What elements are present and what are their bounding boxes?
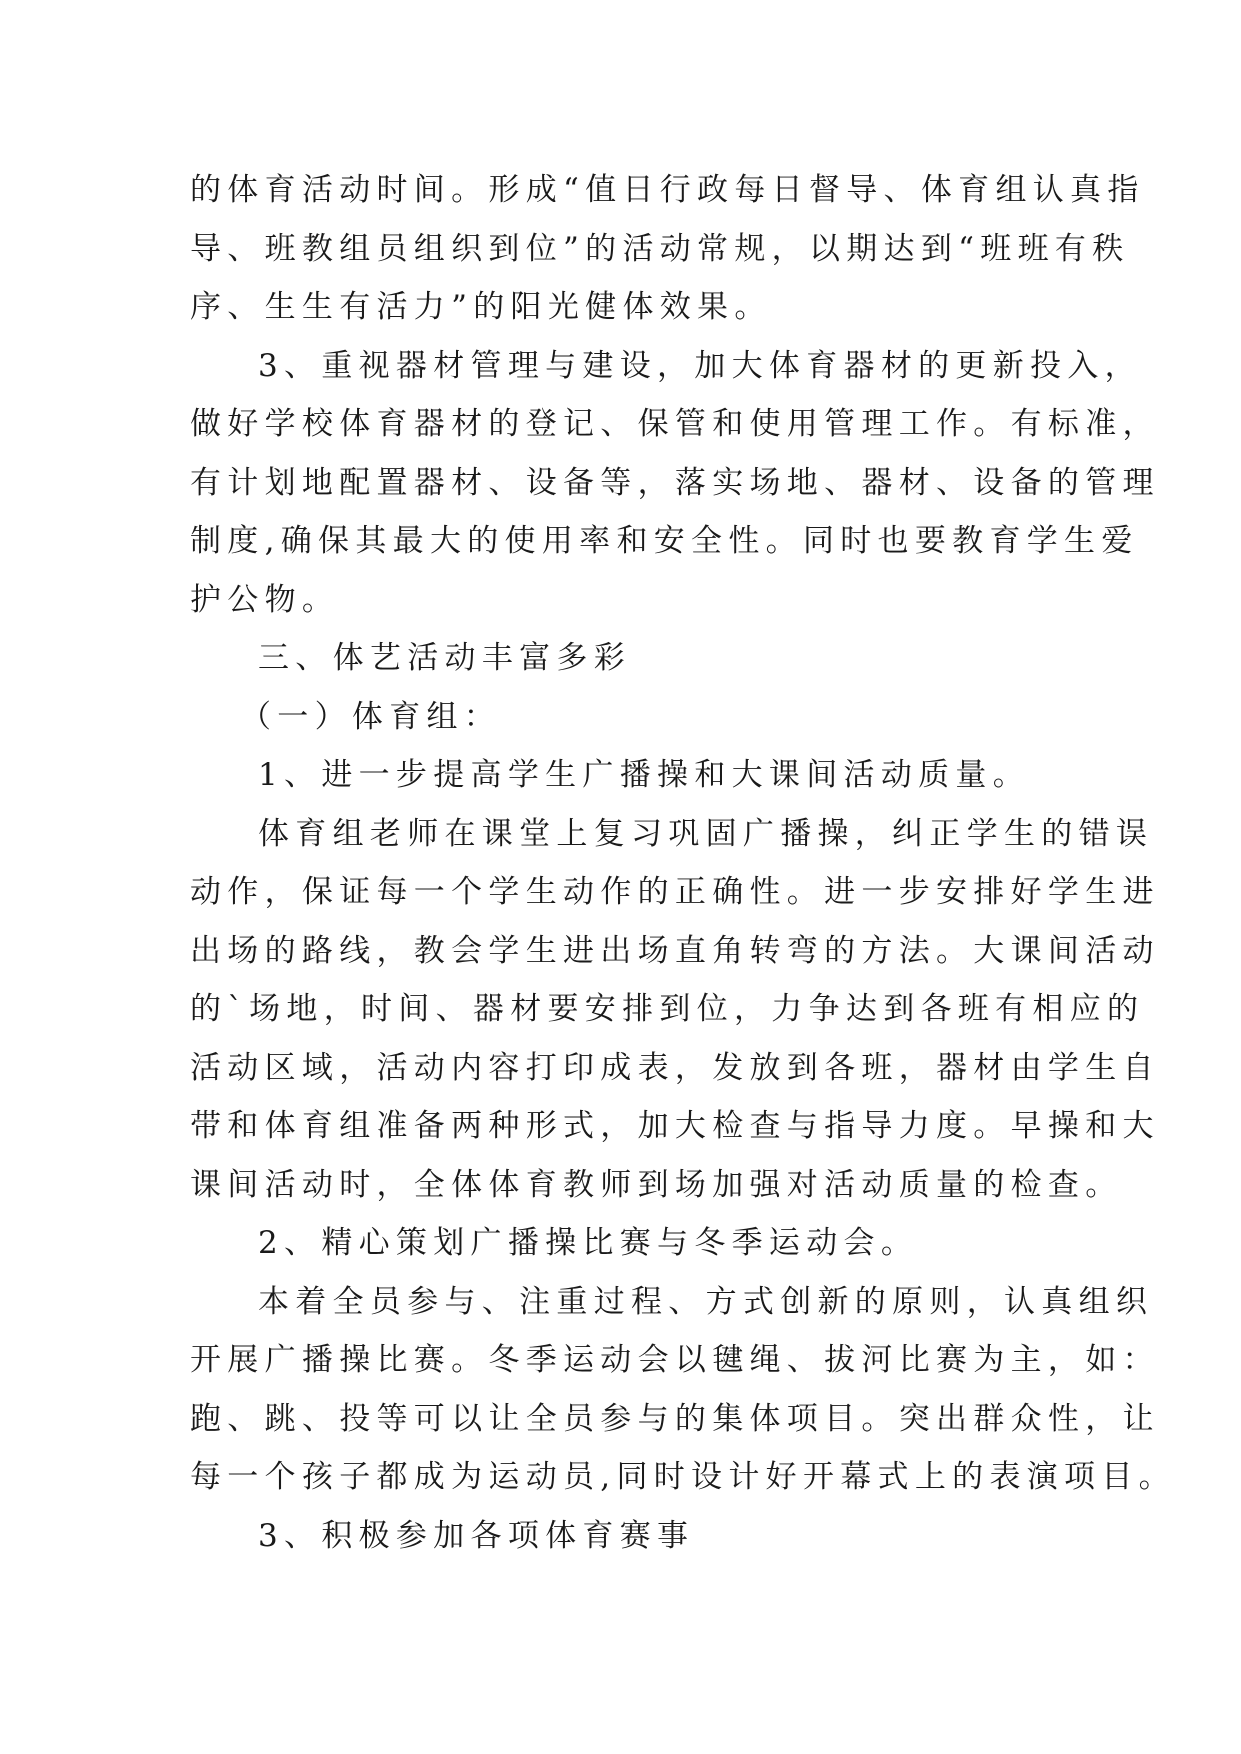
text-line: 体育组老师在课堂上复习巩固广播操，纠正学生的错误 xyxy=(258,815,1154,852)
paragraph xyxy=(190,1273,1176,1507)
paragraph xyxy=(190,1507,1050,1566)
text-line: 的`场地，时间、器材要安排到位，力争达到各班有相应的 xyxy=(190,991,1145,1027)
paragraph xyxy=(190,337,1160,630)
text-line: 活动区域，活动内容打印成表，发放到各班，器材由学生自 xyxy=(190,1049,1160,1086)
text-line: 序、生生有活力”的阳光健体效果。 xyxy=(190,289,772,325)
text-line: 课间活动时，全体体育教师到场加强对活动质量的检查。 xyxy=(190,1166,1123,1203)
paragraph xyxy=(190,688,1050,747)
text-line: 2、精心策划广播操比赛与冬季运动会。 xyxy=(258,1225,919,1261)
text-line: 开展广播操比赛。冬季运动会以毽绳、拔河比赛为主，如： xyxy=(190,1342,1160,1378)
text-line: 出场的路线，教会学生进出场直角转弯的方法。大课间活动 xyxy=(190,932,1160,969)
paragraph xyxy=(190,805,1160,1215)
text-line: 1、进一步提高学生广播操和大课间活动质量。 xyxy=(258,757,1031,793)
text-line: 每一个孩子都成为运动员,同时设计好开幕式上的表演项目。 xyxy=(190,1459,1176,1495)
text-line: 动作，保证每一个学生动作的正确性。进一步安排好学生进 xyxy=(190,874,1160,910)
text-line: 3、重视器材管理与建设，加大体育器材的更新投入， xyxy=(258,347,1142,384)
text-line: 制度,确保其最大的使用率和安全性。同时也要教育学生爱 xyxy=(190,523,1139,559)
text-line: 跑、跳、投等可以让全员参与的集体项目。突出群众性，让 xyxy=(190,1400,1160,1437)
text-line: 本着全员参与、注重过程、方式创新的原则，认真组织 xyxy=(258,1283,1154,1320)
text-line: 导、班教组员组织到位”的活动常规，以期达到“班班有秩 xyxy=(190,230,1130,267)
text-line: 护公物。 xyxy=(190,581,340,618)
paragraph xyxy=(190,1214,1050,1273)
text-line: 带和体育组准备两种形式，加大检查与指导力度。早操和大 xyxy=(190,1108,1160,1144)
text-line: （一）体育组： xyxy=(240,698,502,735)
paragraph xyxy=(190,161,1145,337)
text-line: 做好学校体育器材的登记、保管和使用管理工作。有标准， xyxy=(190,406,1160,442)
paragraph xyxy=(190,746,1050,805)
text-line: 三、体艺活动丰富多彩 xyxy=(258,640,631,676)
paragraph xyxy=(190,629,1050,688)
text-line: 3、积极参加各项体育赛事 xyxy=(258,1517,695,1554)
text-line: 有计划地配置器材、设备等，落实场地、器材、设备的管理 xyxy=(190,464,1160,501)
text-line: 的体育活动时间。形成“值日行政每日督导、体育组认真指 xyxy=(190,172,1145,208)
document-body xyxy=(190,161,1176,1565)
